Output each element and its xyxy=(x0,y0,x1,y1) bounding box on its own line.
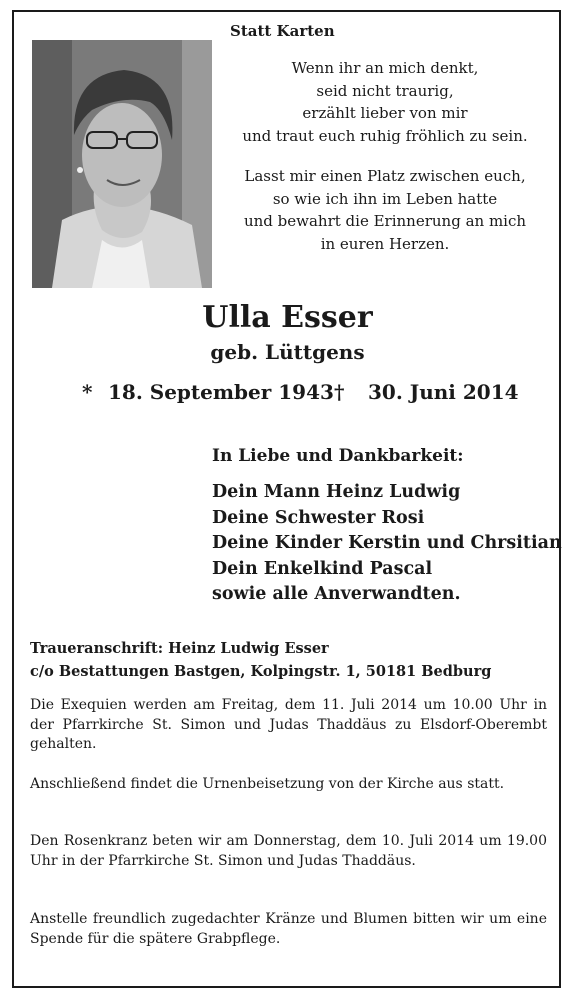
mourner-line: Deine Schwester Rosi xyxy=(212,507,425,528)
paragraph-text: Anstelle freundlich zugedachter Kränze und Blumen bitten wir um eine Spende für die spätere Grabpflege. xyxy=(30,911,547,947)
birth-symbol: * xyxy=(82,380,93,404)
portrait-photo xyxy=(32,40,212,288)
poem-stanza-1 xyxy=(225,57,545,147)
poem-line: in euren Herzen. xyxy=(320,234,450,253)
mourner-line: Deine Kinder Kerstin und Chrsitian xyxy=(212,533,562,553)
poem-line: Wenn ihr an mich denkt, xyxy=(291,59,479,77)
death-date: 30. Juni 2014 xyxy=(368,380,519,404)
mourner-line: Dein Mann Heinz Ludwig xyxy=(212,482,461,502)
paragraph-rosenkranz xyxy=(30,832,547,871)
poem-line: Lasst mir einen Platz zwischen euch, xyxy=(244,167,526,185)
poem-line: seid nicht traurig, xyxy=(316,81,454,100)
death-symbol: † xyxy=(334,380,345,404)
paragraph-spende xyxy=(30,910,547,949)
poem-line: erzählt lieber von mir xyxy=(302,104,468,122)
address-line-2: c/o Bestattungen Bastgen, Kolpingstr. 1, 50181 Bedburg xyxy=(30,663,492,680)
maiden-name: geb. Lüttgens xyxy=(210,340,365,364)
poem-line: und bewahrt die Erinnerung an mich xyxy=(243,212,527,230)
deceased-name: Ulla Esser xyxy=(202,300,373,335)
paragraph-urnenbeisetzung xyxy=(30,775,547,795)
paragraph-exequien xyxy=(30,696,547,755)
paragraph-text: Die Exequien werden am Freitag, dem 11. Juli 2014 um 10.00 Uhr in der Pfarrkirche St. Simon und Judas Thaddäus zu Elsdorf-Oberembt gehalten. xyxy=(30,697,547,752)
mourner-line: sowie alle Anverwandten. xyxy=(212,584,461,604)
mourners-list xyxy=(212,480,562,608)
birth-date: 18. September 1943 xyxy=(108,380,334,404)
poem-line: und traut euch ruhig fröhlich zu sein. xyxy=(242,126,528,145)
poem-stanza-2 xyxy=(225,165,545,255)
header-statt-karten: Statt Karten xyxy=(230,22,335,40)
paragraph-text: Anschließend findet die Urnenbeisetzung von der Kirche aus statt. xyxy=(30,776,505,792)
paragraph-text: Den Rosenkranz beten wir am Donnerstag, dem 10. Juli 2014 um 19.00 Uhr in der Pfarrkirche St. Simon und Judas Thaddäus. xyxy=(30,833,547,869)
mourner-line: Dein Enkelkind Pascal xyxy=(212,558,433,579)
address-line-1: Traueranschrift: Heinz Ludwig Esser xyxy=(30,640,329,657)
poem-line: so wie ich ihn im Leben hatte xyxy=(272,189,498,208)
mourners-intro: In Liebe und Dankbarkeit: xyxy=(212,446,464,466)
